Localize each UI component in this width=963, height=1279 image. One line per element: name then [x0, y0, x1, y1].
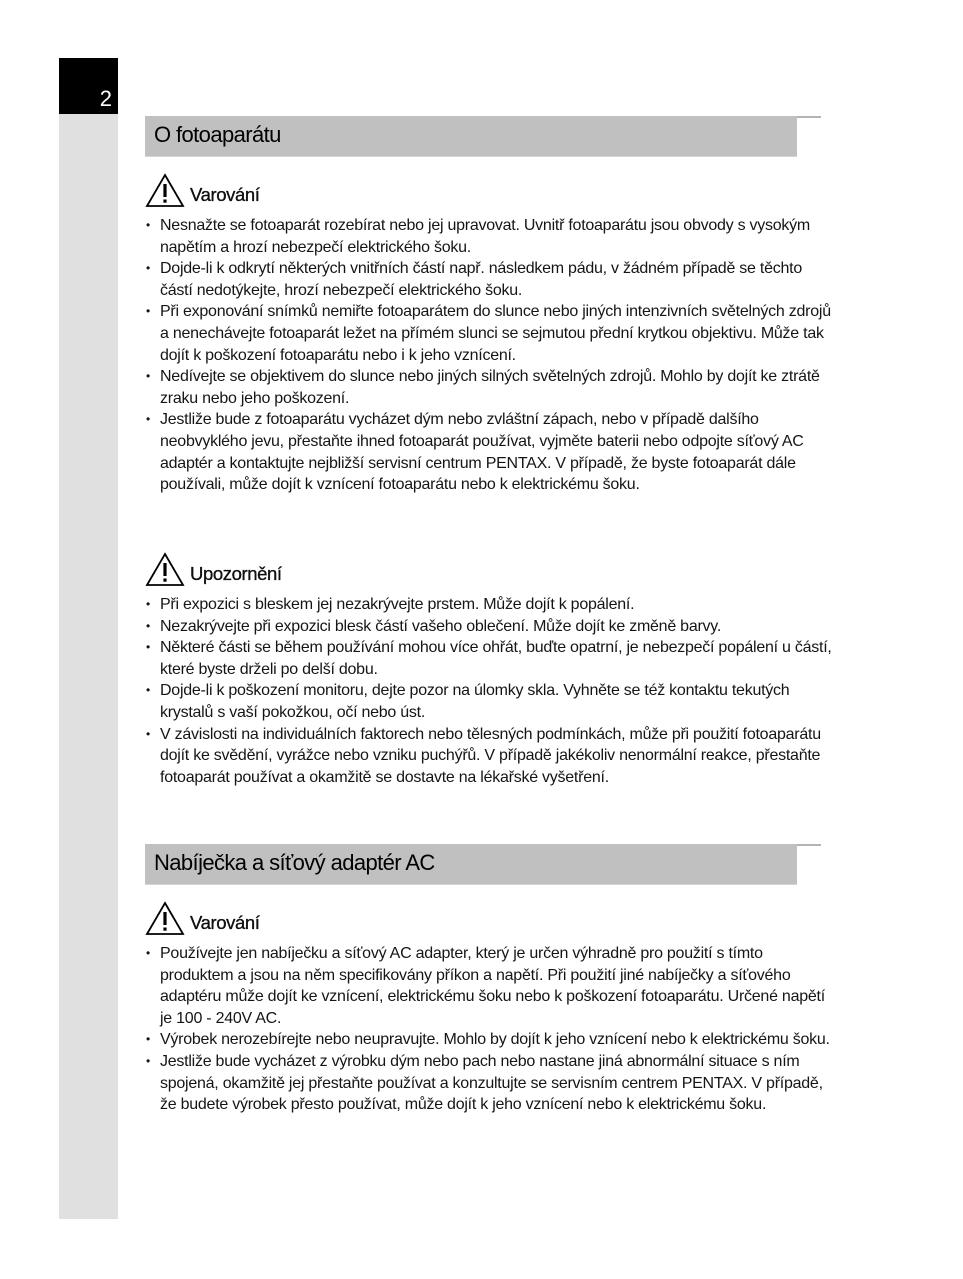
list-item: • Při expozici s bleskem jej nezakrývejte prstem. Může dojít k popálení.	[146, 596, 635, 613]
list-item: • Nedívejte se objektivem do slunce nebo jiných silných světelných zdrojů. Mohlo by dojít ke ztrátě zraku nebo jeho poškození.	[146, 368, 820, 407]
subheading-label: Varování	[190, 912, 260, 933]
warning-list	[145, 943, 835, 1116]
list-item: • Některé části se během používání mohou více ohřát, buďte opatrní, je nebezpečí popálení u částí, které byste drželi po delší dobu.	[146, 639, 832, 678]
caution-list	[145, 594, 835, 788]
subheading-label: Varování	[190, 184, 260, 205]
list-item: • Dojde-li k odkrytí některých vnitřních částí např. následkem pádu, v žádném případě se těchto částí nedotýkejte, hrozí nebezpečí elektrického šoku.	[146, 260, 802, 299]
section-header-rule	[797, 116, 821, 118]
section-header-camera	[145, 116, 821, 156]
warning-triangle-icon	[145, 173, 185, 208]
subheading-warning	[145, 172, 259, 208]
subheading-caution	[145, 551, 282, 587]
section-header-rule	[797, 844, 821, 846]
subheading-warning	[145, 900, 259, 936]
list-item: • V závislosti na individuálních faktorech nebo tělesných podmínkách, může při použití fotoaparátu dojít ke svědění, vyrážce nebo vzniku puchýřů. V případě jakékoliv nenormální reakce, přestaňte fotoaparát používat a okamžitě se dostavte na lékařské vyšetření.	[146, 725, 821, 786]
list-item: • Jestliže bude vycházet z výrobku dým nebo pach nebo nastane jiná abnormální situace s ním spojená, okamžitě jej přestaňte používat a konzultujte se servisním centrem PENTAX. V případě, že budete výrobek přesto používat, může dojít k jeho vznícení nebo k elektrickému šoku.	[146, 1052, 823, 1114]
list-item: • Při exponování snímků nemiřte fotoaparátem do slunce nebo jiných intenzivních světelných zdrojů a nenechávejte fotoaparát ležet na přímém slunci se sejmutou přední krytkou objektivu. Může tak dojít k poškození fotoaparátu nebo i k jeho vznícení.	[146, 303, 831, 364]
list-item: • Dojde-li k poškození monitoru, dejte pozor na úlomky skla. Vyhněte se též kontaktu tekutých krystalů s vaší pokožkou, očí nebo úst.	[146, 682, 790, 721]
list-item: • Jestliže bude z fotoaparátu vycházet dým nebo zvláštní zápach, nebo v případě dalšího neobvyklého jevu, přestaňte ihned fotoaparát používat, vyjměte baterii nebo odpojte síťový AC adaptér a kontaktujte nejbližší servisní centrum PENTAX. V případě, že byste fotoaparát dále používali, může dojít k vznícení fotoaparátu nebo k elektrickému šoku.	[146, 411, 804, 494]
section-header-charger	[145, 844, 821, 884]
warning-triangle-icon	[145, 901, 185, 936]
warning-triangle-icon	[145, 552, 185, 587]
list-item: • Používejte jen nabíječku a síťový AC adapter, který je určen výhradně pro použití s tímto produktem a jsou na něm specifikovány příkon a napětí. Při použití jiné nabíječky a síťového adaptéru může dojít ke vznícení, elektrickému šoku nebo k poškození fotoaparátu. Určené napětí je 100 - 240V AC.	[146, 945, 825, 1027]
list-item: • Nezakrývejte při expozici blesk částí vašeho oblečení. Může dojít ke změně barvy.	[146, 617, 722, 635]
side-margin-strip	[59, 58, 118, 1219]
subheading-label: Upozornění	[190, 563, 282, 584]
list-item: • Výrobek nerozebírejte nebo neupravujte. Mohlo by dojít k jeho vznícení nebo k elektrickému šoku.	[146, 1031, 830, 1049]
section-title: Nabíječka a síťový adaptér AC	[154, 850, 435, 875]
page-number: 2	[99, 86, 112, 111]
page-number-tab	[59, 58, 118, 114]
list-item: • Nesnažte se fotoaparát rozebírat nebo jej upravovat. Uvnitř fotoaparátu jsou obvody s vysokým napětím a hrozí nebezpečí elektrického šoku.	[146, 217, 810, 256]
section-title: O fotoaparátu	[154, 122, 281, 147]
warning-list	[145, 215, 835, 496]
